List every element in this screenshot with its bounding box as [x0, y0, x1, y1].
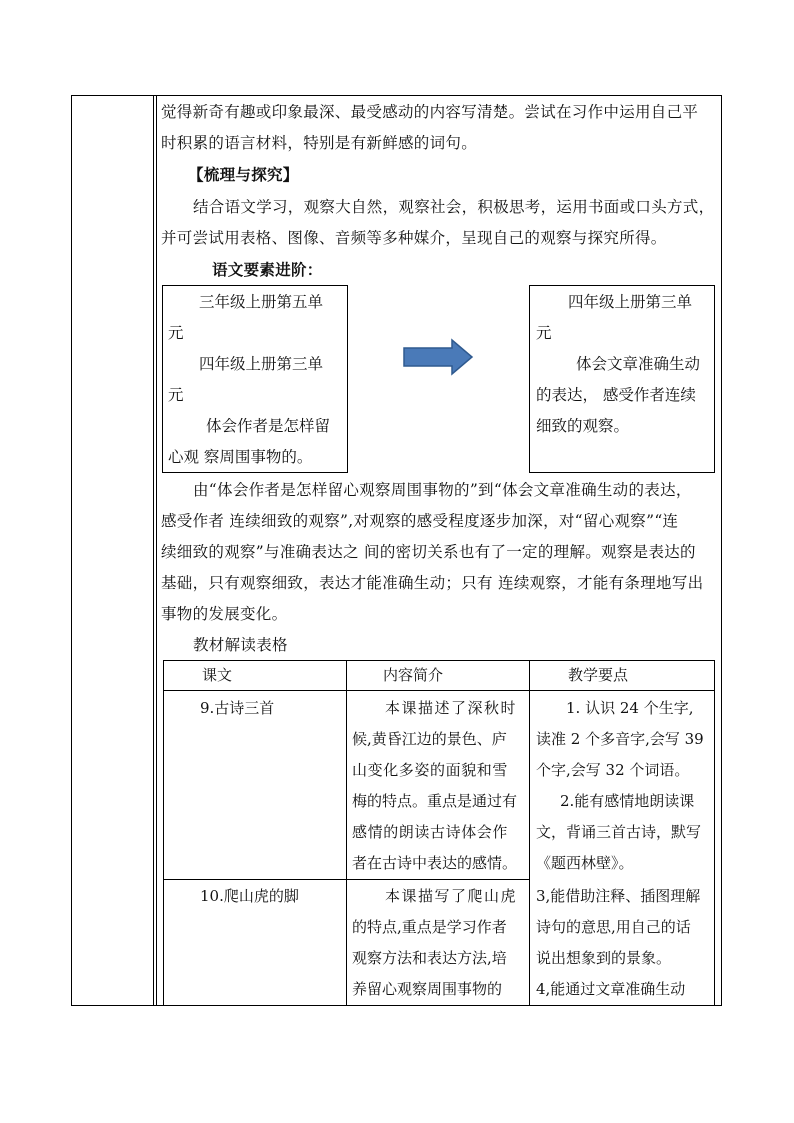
analysis-line-2: 感受作者 连续细致的观察”,对观察的感受程度逐步加深，对“留心观察”“连: [161, 512, 679, 530]
left-box-line: 三年级上册第五单: [199, 293, 324, 311]
left-box-line: 元: [168, 386, 184, 404]
left-box-line: 体会作者是怎样留: [206, 417, 331, 435]
frame-bottom-line: [71, 1005, 722, 1006]
left-box-line: 心观 察周围事物的。: [168, 448, 313, 466]
table-cell-summary: 本课描述了深秋时: [385, 699, 518, 717]
table-cell-summary: 山变化多姿的面貌和雪: [352, 761, 509, 779]
table-cell-summary: 梅的特点。重点是通过有: [352, 792, 518, 810]
right-box-line: 的表达， 感受作者连续: [536, 386, 696, 404]
right-box-line: 细致的观察。: [536, 417, 630, 435]
table-cell-lesson: 10.爬山虎的脚: [200, 887, 299, 905]
table-left-line: [163, 660, 164, 1006]
table-cell-summary: 观察方法和表达方法,培: [352, 949, 507, 967]
explore-heading: 【梳理与探究】: [188, 165, 299, 184]
table-cell-lesson: 9.古诗三首: [200, 699, 275, 717]
frame-divider-line-2: [156, 95, 157, 1006]
table-caption: 教材解读表格: [193, 636, 288, 654]
table-cell-points: 诗句的意思,用自己的话: [536, 918, 691, 936]
analysis-line-4: 基础，只有观察细致，表达才能准确生动；只有 连续观察，才能有条理地写出: [161, 574, 704, 592]
frame-divider-line: [153, 95, 154, 1006]
frame-right-line: [721, 95, 722, 1006]
explore-line-1: 结合语文学习，观察大自然，观察社会，积极思考，运用书面或口头方式，: [193, 198, 715, 216]
table-cell-points: 1. 认识 24 个生字,: [566, 699, 694, 717]
table-right-line: [714, 660, 715, 1006]
right-arrow-icon: [402, 338, 474, 376]
table-cell-points: 个字,会写 32 个词语。: [536, 761, 690, 779]
table-col-line-2: [529, 660, 530, 1006]
table-header-points: 教学要点: [568, 666, 629, 684]
table-cell-summary: 的特点,重点是学习作者: [352, 918, 507, 936]
table-cell-points: 《题西林壁》。: [536, 854, 634, 872]
table-cell-summary: 养留心观察周围事物的: [352, 980, 503, 998]
intro-line-2: 时积累的语言材料，特别是有新鲜感的词句。: [161, 134, 478, 152]
table-cell-summary: 感情的朗读古诗体会作: [352, 823, 509, 841]
table-cell-summary: 候,黄昏江边的景色、庐: [352, 730, 507, 748]
intro-line-1: 觉得新奇有趣或印象最深、最受感动的内容写清楚。尝试在习作中运用自己平: [161, 103, 699, 121]
right-box-line: 四年级上册第三单: [568, 293, 693, 311]
left-box-line: 元: [168, 324, 184, 342]
table-cell-points: 说出想象到的景象。: [536, 949, 672, 967]
table-header-summary: 内容简介: [383, 666, 444, 684]
table-cell-points: 文，背诵三首古诗，默写: [536, 823, 702, 841]
progression-heading: 语文要素进阶：: [212, 260, 323, 279]
left-box-line: 四年级上册第三单: [199, 355, 324, 373]
table-cell-points: 2.能有感情地朗读课: [560, 792, 695, 810]
table-cell-points: 4,能通过文章准确生动: [536, 980, 686, 998]
table-cell-points: 3,能借助注释、插图理解: [536, 887, 701, 905]
table-cell-summary: 者在古诗中表达的感情。: [352, 854, 518, 872]
analysis-line-5: 事物的发展变化。: [161, 605, 288, 623]
table-header-lesson: 课文: [202, 666, 233, 684]
right-box-line: 元: [536, 324, 552, 342]
analysis-line-3: 续细致的观察”与准确表达之 间的密切关系也有了一定的理解。观察是表达的: [161, 543, 696, 561]
frame-left-line: [71, 95, 72, 1006]
table-col-line: [346, 660, 347, 1006]
analysis-line-1: 由“体会作者是怎样留心观察周围事物的”到“体会文章准确生动的表达，: [193, 481, 692, 499]
explore-line-2: 并可尝试用表格、图像、音频等多种媒介，呈现自己的观察与探究所得。: [161, 229, 667, 247]
table-cell-summary: 本课描写了爬山虎: [385, 887, 518, 905]
right-box-line: 体会文章准确生动: [576, 355, 701, 373]
table-cell-points: 读准 2 个多音字,会写 39: [536, 730, 704, 748]
